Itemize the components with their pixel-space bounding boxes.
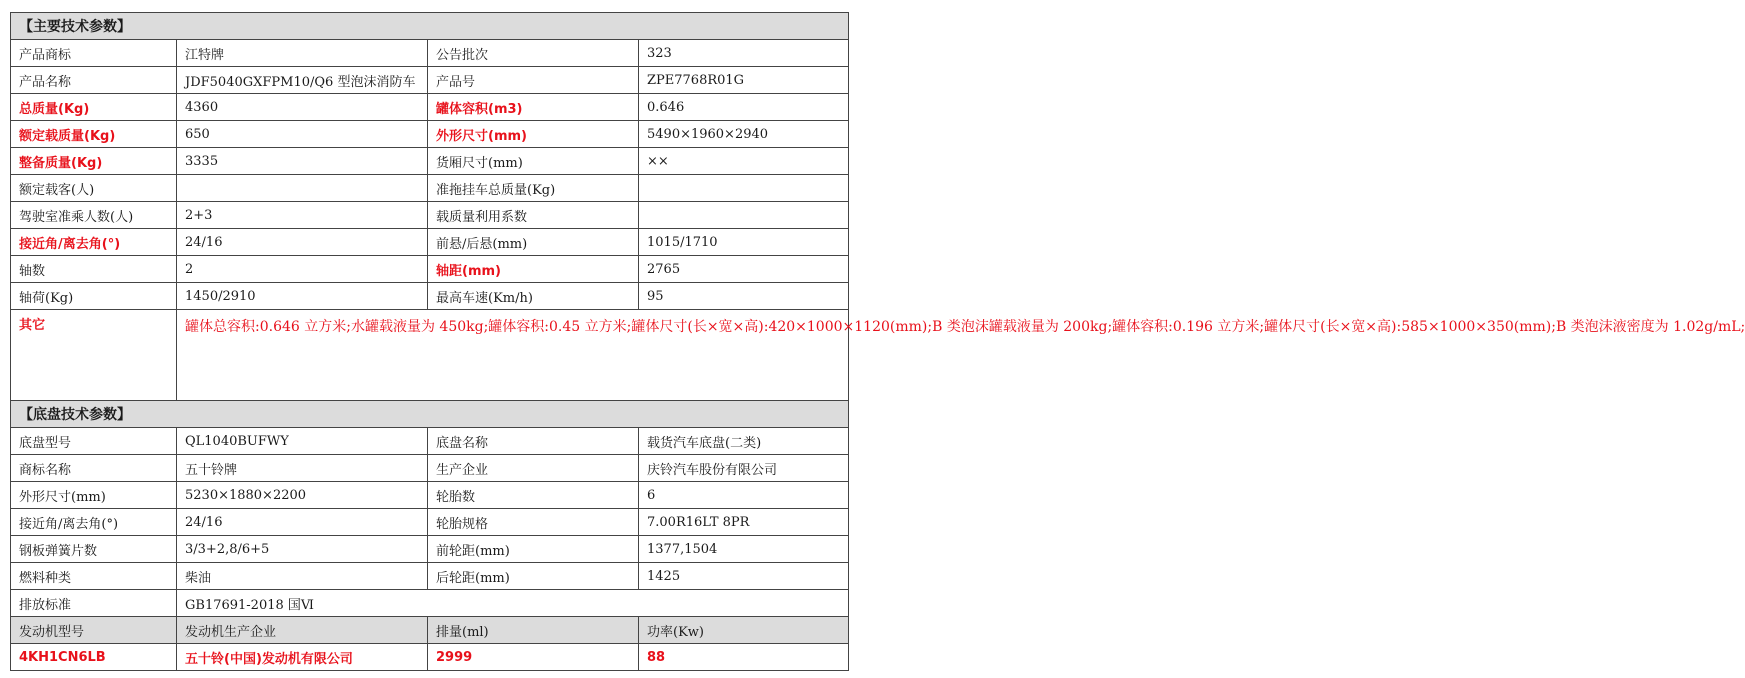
value-cell: ×× (639, 148, 849, 175)
label-cell: 排放标准 (11, 590, 177, 617)
value-cell: 3335 (177, 148, 428, 175)
value-cell: 0.646 (639, 94, 849, 121)
value-cell: 650 (177, 121, 428, 148)
label-cell: 整备质量(Kg) (11, 148, 177, 175)
spec-table (10, 12, 1745, 671)
value-cell: 3/3+2,8/6+5 (177, 536, 428, 563)
value-cell: 1425 (639, 563, 849, 590)
value-cell: 2 (177, 256, 428, 283)
label-cell: 外形尺寸(mm) (11, 482, 177, 509)
value-cell: 1377,1504 (639, 536, 849, 563)
label-cell: 底盘名称 (428, 428, 639, 455)
label-cell: 接近角/离去角(°) (11, 229, 177, 256)
label-cell: 轴荷(Kg) (11, 283, 177, 310)
label-cell: 轴距(mm) (428, 256, 639, 283)
table-row (11, 536, 849, 563)
label-cell: 前悬/后悬(mm) (428, 229, 639, 256)
value-cell: 95 (639, 283, 849, 310)
label-cell: 罐体容积(m3) (428, 94, 639, 121)
value-cell: 7.00R16LT 8PR (639, 509, 849, 536)
table-row (11, 121, 849, 148)
label-cell: 接近角/离去角(°) (11, 509, 177, 536)
chassis-section-header (11, 401, 849, 428)
value-cell (177, 175, 428, 202)
engine-power: 88 (639, 644, 849, 671)
value-cell: 江特牌 (177, 40, 428, 67)
main-section-header (11, 13, 849, 40)
table-row (11, 509, 849, 536)
label-cell: 商标名称 (11, 455, 177, 482)
table-row (11, 40, 849, 67)
label-cell: 公告批次 (428, 40, 639, 67)
other-row (11, 310, 849, 401)
engine-displacement: 2999 (428, 644, 639, 671)
table-row (11, 283, 849, 310)
table-row (11, 428, 849, 455)
engine-manufacturer: 五十铃(中国)发动机有限公司 (177, 644, 428, 671)
value-cell: GB17691-2018 国Ⅵ (177, 590, 849, 617)
table-row (11, 256, 849, 283)
value-cell: ZPE7768R01G (639, 67, 849, 94)
label-cell: 底盘型号 (11, 428, 177, 455)
value-cell: 323 (639, 40, 849, 67)
value-cell: 1015/1710 (639, 229, 849, 256)
engine-model: 4KH1CN6LB (11, 644, 177, 671)
label-cell: 生产企业 (428, 455, 639, 482)
label-cell: 前轮距(mm) (428, 536, 639, 563)
label-cell: 额定载质量(Kg) (11, 121, 177, 148)
engine-row (11, 644, 849, 671)
other-value: 罐体总容积:0.646 立方米;水罐载液量为 450kg;罐体容积:0.45 立方米;罐体尺寸(长×宽×高):420×1000×1120(mm);B 类泡沫罐载液量为 200kg;罐体容积:0.196 立方米;罐体尺寸(长×宽×高):585×1000×350(mm);B 类泡沫液密度为 1.02g/mL; (177, 310, 849, 401)
label-cell: 额定载客(人) (11, 175, 177, 202)
label-cell: 轴数 (11, 256, 177, 283)
label-cell: 载质量利用系数 (428, 202, 639, 229)
chassis-section-title: 【底盘技术参数】 (11, 401, 849, 428)
label-cell: 产品名称 (11, 67, 177, 94)
label-cell: 驾驶室准乘人数(人) (11, 202, 177, 229)
table-row (11, 148, 849, 175)
value-cell: 5490×1960×2940 (639, 121, 849, 148)
other-label: 其它 (11, 310, 177, 401)
table-row (11, 202, 849, 229)
value-cell: 2+3 (177, 202, 428, 229)
label-cell: 燃料种类 (11, 563, 177, 590)
label-cell: 后轮距(mm) (428, 563, 639, 590)
value-cell: 庆铃汽车股份有限公司 (639, 455, 849, 482)
label-cell: 准拖挂车总质量(Kg) (428, 175, 639, 202)
table-row (11, 175, 849, 202)
column-header: 排量(ml) (428, 617, 639, 644)
value-cell (639, 175, 849, 202)
label-cell: 货厢尺寸(mm) (428, 148, 639, 175)
label-cell: 钢板弹簧片数 (11, 536, 177, 563)
engine-header-row (11, 617, 849, 644)
value-cell: QL1040BUFWY (177, 428, 428, 455)
table-row (11, 563, 849, 590)
value-cell: 6 (639, 482, 849, 509)
label-cell: 轮胎数 (428, 482, 639, 509)
table-row (11, 229, 849, 256)
column-header: 功率(Kw) (639, 617, 849, 644)
label-cell: 轮胎规格 (428, 509, 639, 536)
value-cell: 五十铃牌 (177, 455, 428, 482)
value-cell: 5230×1880×2200 (177, 482, 428, 509)
label-cell: 产品号 (428, 67, 639, 94)
label-cell: 产品商标 (11, 40, 177, 67)
label-cell: 总质量(Kg) (11, 94, 177, 121)
value-cell: 4360 (177, 94, 428, 121)
value-cell: 24/16 (177, 229, 428, 256)
label-cell: 最高车速(Km/h) (428, 283, 639, 310)
table-row (11, 482, 849, 509)
value-cell: 载货汽车底盘(二类) (639, 428, 849, 455)
column-header: 发动机生产企业 (177, 617, 428, 644)
column-header: 发动机型号 (11, 617, 177, 644)
value-cell (639, 202, 849, 229)
table-row (11, 94, 849, 121)
table-row (11, 455, 849, 482)
value-cell: 柴油 (177, 563, 428, 590)
value-cell: 1450/2910 (177, 283, 428, 310)
label-cell: 外形尺寸(mm) (428, 121, 639, 148)
table-row (11, 590, 849, 617)
main-section-title: 【主要技术参数】 (11, 13, 849, 40)
value-cell: JDF5040GXFPM10/Q6 型泡沫消防车 (177, 67, 428, 94)
table-row (11, 67, 849, 94)
value-cell: 24/16 (177, 509, 428, 536)
value-cell: 2765 (639, 256, 849, 283)
